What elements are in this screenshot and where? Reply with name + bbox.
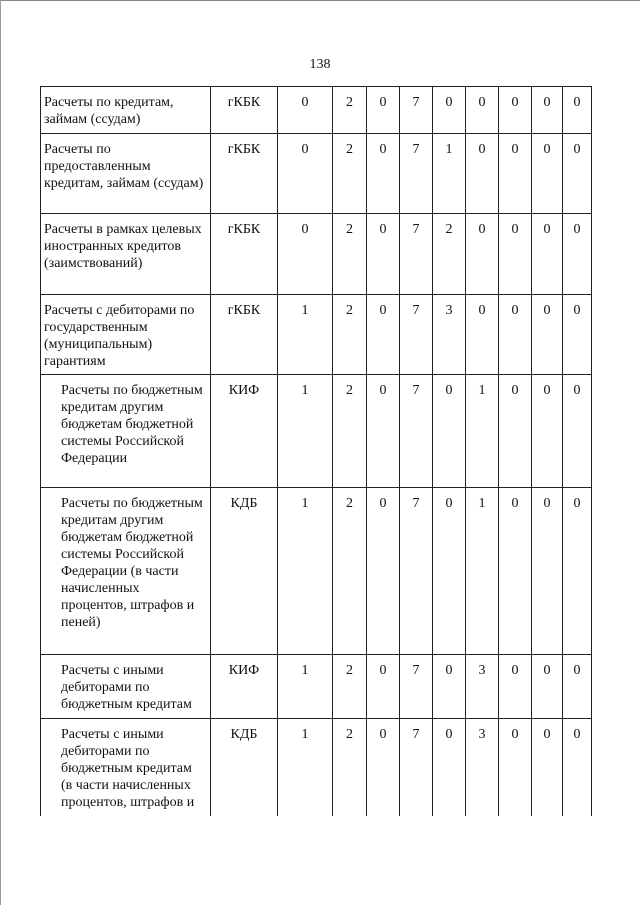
code-digit-cell: 0 <box>367 375 400 488</box>
row-type-cell: КИФ <box>211 655 278 719</box>
code-digit-cell: 1 <box>278 655 333 719</box>
code-digit-cell: 0 <box>433 655 466 719</box>
code-digit-cell: 7 <box>400 488 433 655</box>
code-digit-cell: 0 <box>532 87 563 134</box>
code-digit-cell: 0 <box>563 375 592 488</box>
code-digit-cell: 0 <box>499 719 532 816</box>
table-row <box>41 655 592 719</box>
row-type-cell: гКБК <box>211 295 278 375</box>
code-digit-cell: 0 <box>278 134 333 214</box>
code-digit-cell: 0 <box>532 134 563 214</box>
accounts-table <box>40 86 592 816</box>
code-digit-cell: 0 <box>433 488 466 655</box>
code-digit-cell: 1 <box>433 134 466 214</box>
table-row <box>41 214 592 295</box>
code-digit-cell: 0 <box>466 87 499 134</box>
row-name-cell: Расчеты по кредитам, займам (ссудам) <box>41 87 211 134</box>
table-row <box>41 295 592 375</box>
code-digit-cell: 7 <box>400 87 433 134</box>
code-digit-cell: 2 <box>333 655 367 719</box>
code-digit-cell: 1 <box>278 488 333 655</box>
code-digit-cell: 0 <box>466 295 499 375</box>
table-row <box>41 375 592 488</box>
row-type-cell: гКБК <box>211 134 278 214</box>
code-digit-cell: 0 <box>367 719 400 816</box>
table-body <box>41 87 592 816</box>
code-digit-cell: 2 <box>333 134 367 214</box>
scan-top-edge <box>0 0 640 1</box>
code-digit-cell: 0 <box>367 134 400 214</box>
code-digit-cell: 0 <box>278 87 333 134</box>
row-name-cell: Расчеты с иными дебиторами по бюджетным кредитам (в части начисленных процентов, штрафов и <box>41 719 211 816</box>
row-type-cell: гКБК <box>211 87 278 134</box>
code-digit-cell: 0 <box>499 488 532 655</box>
code-digit-cell: 0 <box>499 295 532 375</box>
code-digit-cell: 0 <box>466 214 499 295</box>
table-row <box>41 87 592 134</box>
code-digit-cell: 7 <box>400 375 433 488</box>
code-digit-cell: 0 <box>532 488 563 655</box>
code-digit-cell: 0 <box>466 134 499 214</box>
code-digit-cell: 0 <box>499 655 532 719</box>
code-digit-cell: 1 <box>278 295 333 375</box>
code-digit-cell: 1 <box>466 375 499 488</box>
code-digit-cell: 0 <box>499 375 532 488</box>
code-digit-cell: 0 <box>367 87 400 134</box>
code-digit-cell: 0 <box>532 214 563 295</box>
code-digit-cell: 0 <box>367 655 400 719</box>
code-digit-cell: 7 <box>400 719 433 816</box>
code-digit-cell: 0 <box>563 87 592 134</box>
scan-left-edge <box>0 0 1 905</box>
code-digit-cell: 0 <box>278 214 333 295</box>
code-digit-cell: 0 <box>563 214 592 295</box>
code-digit-cell: 2 <box>433 214 466 295</box>
code-digit-cell: 0 <box>563 719 592 816</box>
code-digit-cell: 0 <box>367 214 400 295</box>
code-digit-cell: 0 <box>367 488 400 655</box>
code-digit-cell: 3 <box>466 719 499 816</box>
code-digit-cell: 1 <box>278 375 333 488</box>
row-name-cell: Расчеты по бюджетным кредитам другим бюджетам бюджетной системы Российской Федерации <box>41 375 211 488</box>
code-digit-cell: 1 <box>466 488 499 655</box>
code-digit-cell: 7 <box>400 295 433 375</box>
code-digit-cell: 7 <box>400 134 433 214</box>
table-row <box>41 719 592 816</box>
page-number: 138 <box>309 57 331 72</box>
code-digit-cell: 2 <box>333 87 367 134</box>
row-type-cell: КИФ <box>211 375 278 488</box>
code-digit-cell: 2 <box>333 214 367 295</box>
code-digit-cell: 0 <box>499 87 532 134</box>
row-name-cell: Расчеты в рамках целевых иностранных кредитов (заимствований) <box>41 214 211 295</box>
table-row <box>41 488 592 655</box>
code-digit-cell: 2 <box>333 295 367 375</box>
row-type-cell: гКБК <box>211 214 278 295</box>
code-digit-cell: 2 <box>333 375 367 488</box>
code-digit-cell: 2 <box>333 719 367 816</box>
code-digit-cell: 7 <box>400 655 433 719</box>
code-digit-cell: 0 <box>563 134 592 214</box>
row-name-cell: Расчеты по предоставленным кредитам, займам (ссудам) <box>41 134 211 214</box>
code-digit-cell: 1 <box>278 719 333 816</box>
code-digit-cell: 0 <box>433 87 466 134</box>
code-digit-cell: 3 <box>466 655 499 719</box>
code-digit-cell: 0 <box>532 295 563 375</box>
code-digit-cell: 0 <box>563 488 592 655</box>
table-row <box>41 134 592 214</box>
code-digit-cell: 3 <box>433 295 466 375</box>
code-digit-cell: 2 <box>333 488 367 655</box>
code-digit-cell: 0 <box>532 375 563 488</box>
code-digit-cell: 0 <box>499 214 532 295</box>
row-type-cell: КДБ <box>211 488 278 655</box>
code-digit-cell: 0 <box>532 719 563 816</box>
code-digit-cell: 0 <box>563 655 592 719</box>
code-digit-cell: 0 <box>433 719 466 816</box>
row-name-cell: Расчеты по бюджетным кредитам другим бюджетам бюджетной системы Российской Федерации (в части начисленных процентов, штрафов и пеней) <box>41 488 211 655</box>
code-digit-cell: 0 <box>532 655 563 719</box>
row-type-cell: КДБ <box>211 719 278 816</box>
code-digit-cell: 0 <box>499 134 532 214</box>
code-digit-cell: 0 <box>433 375 466 488</box>
code-digit-cell: 0 <box>367 295 400 375</box>
code-digit-cell: 7 <box>400 214 433 295</box>
row-name-cell: Расчеты с дебиторами по государственным (муниципальным) гарантиям <box>41 295 211 375</box>
row-name-cell: Расчеты с иными дебиторами по бюджетным кредитам <box>41 655 211 719</box>
code-digit-cell: 0 <box>563 295 592 375</box>
